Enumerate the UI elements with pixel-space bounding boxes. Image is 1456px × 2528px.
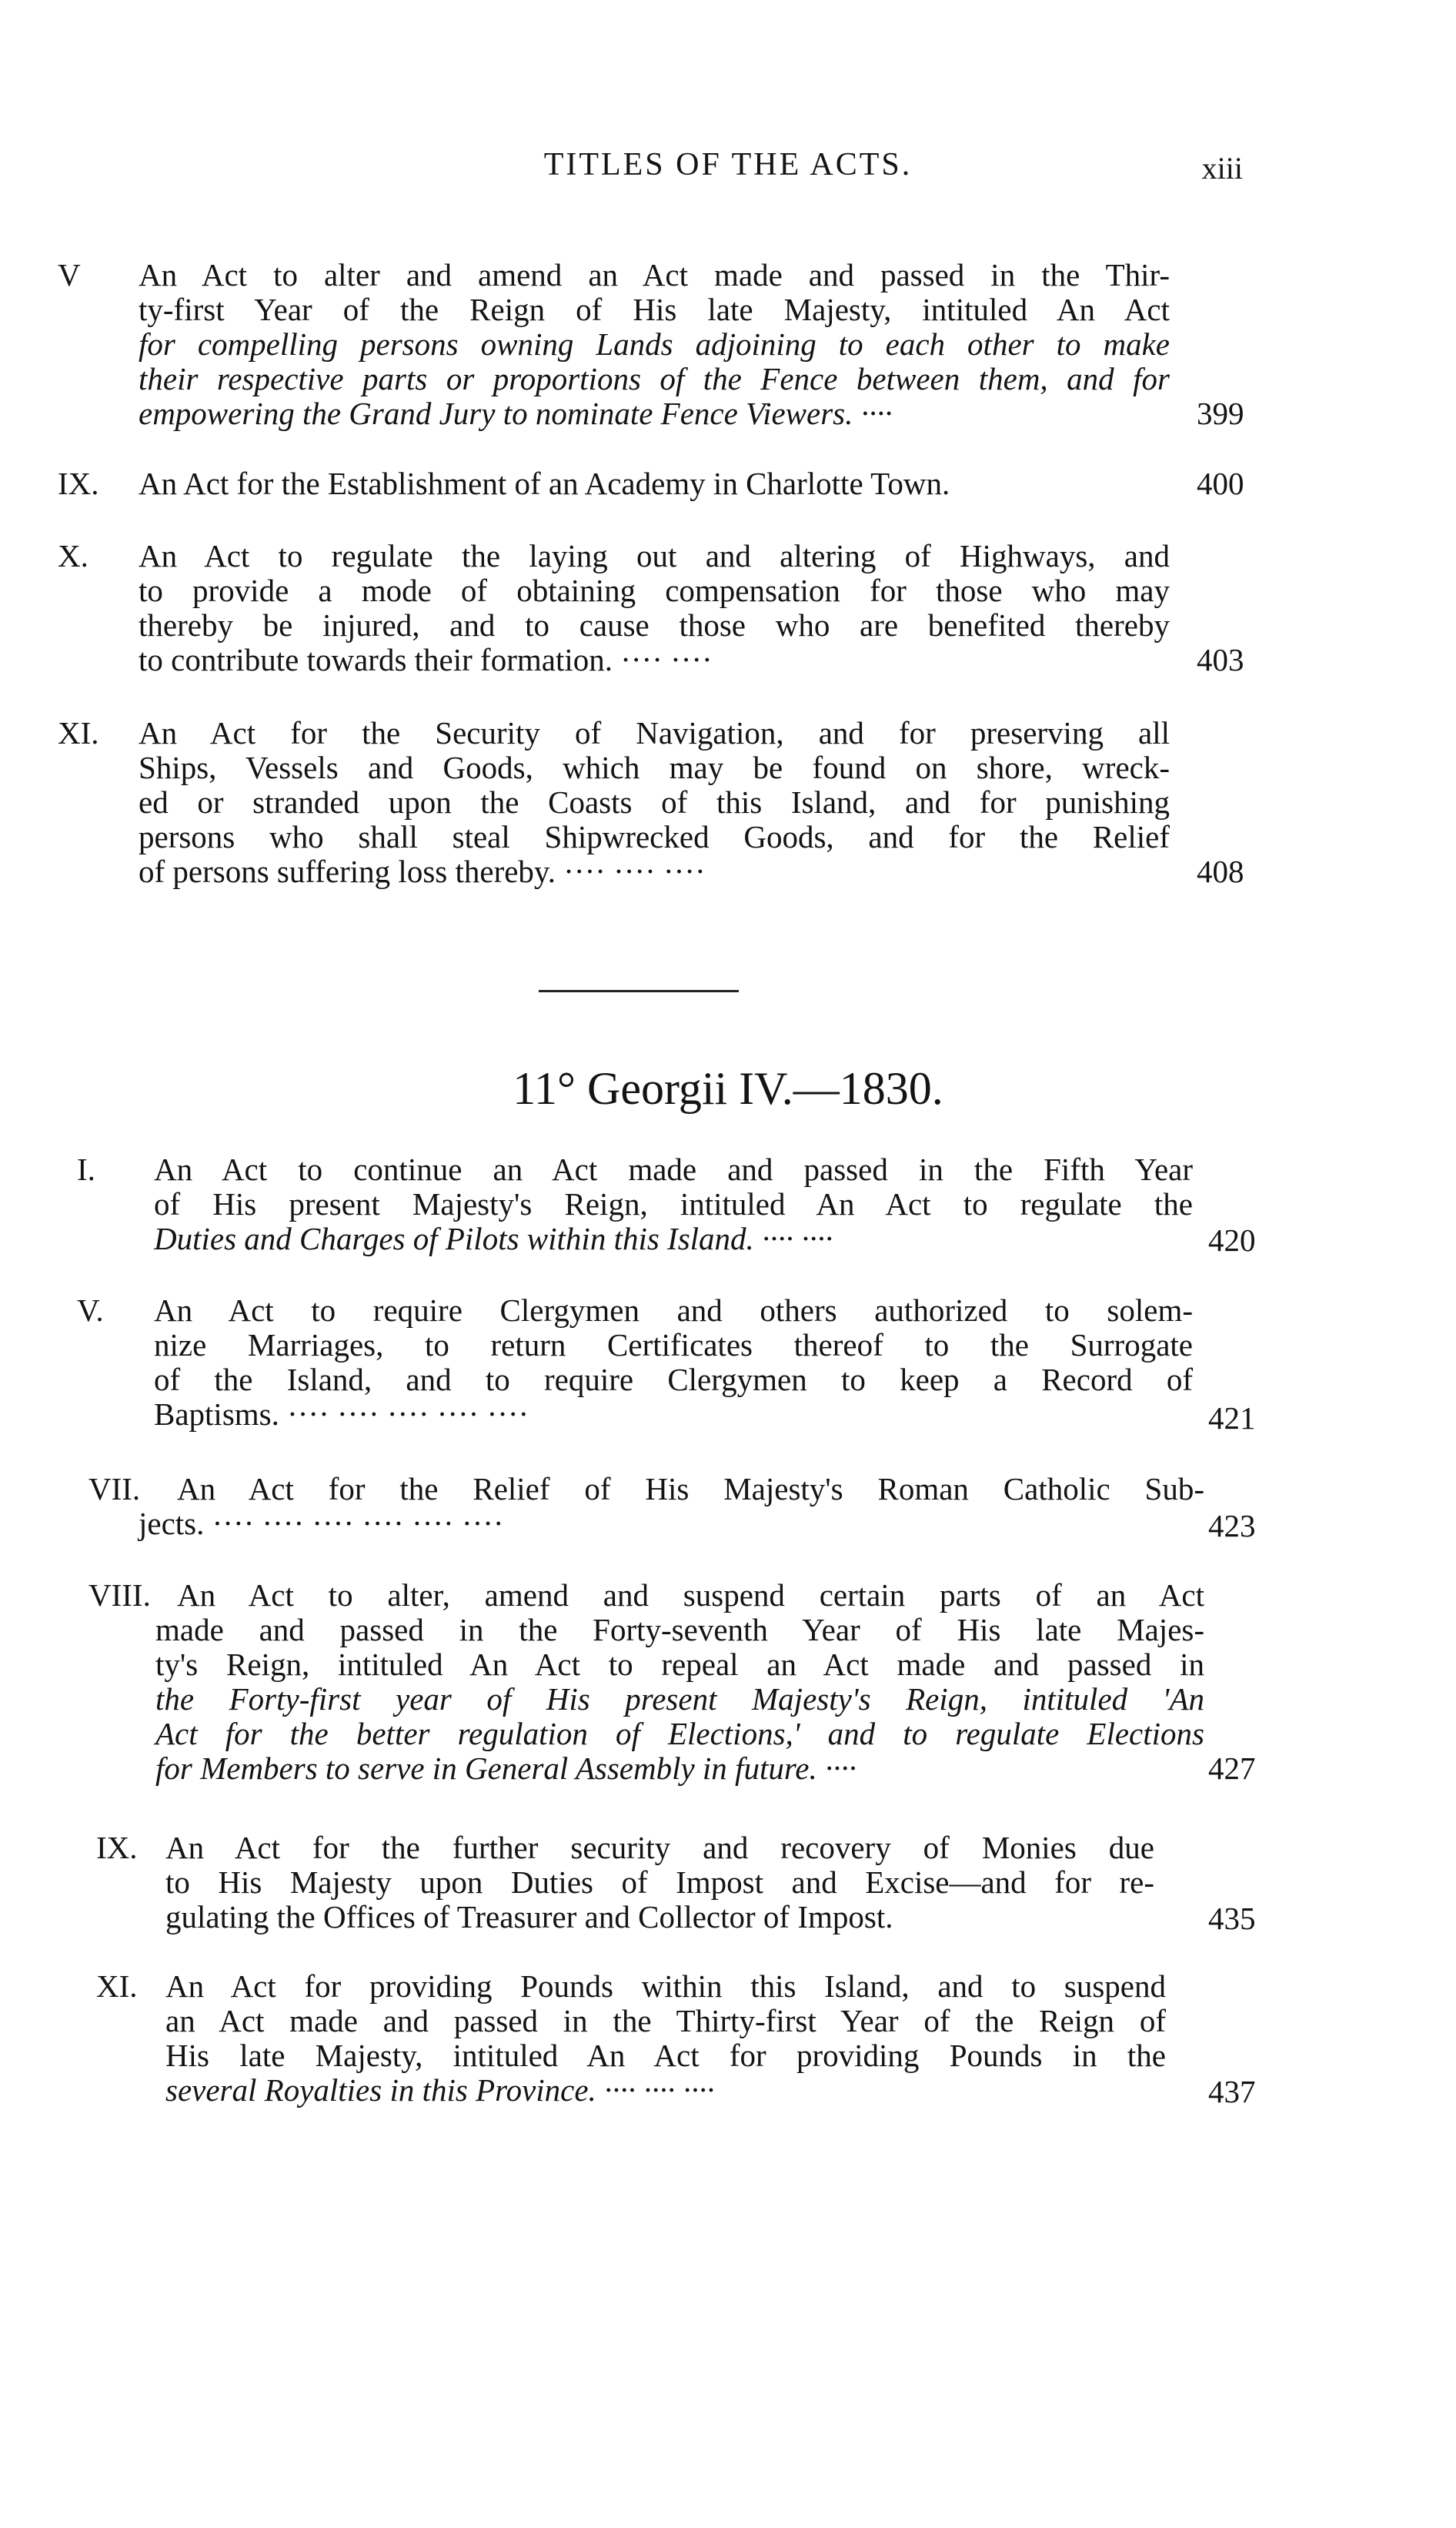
act-page-number: 403 bbox=[1197, 642, 1244, 677]
act-title-line: several Royalties in this Province. ···· ···· ···· bbox=[165, 2072, 715, 2108]
act-title-line: Baptisms. ···· ···· ···· ···· ···· bbox=[154, 1396, 529, 1432]
running-header-page-number: xiii bbox=[1201, 151, 1243, 186]
act-number: IX. bbox=[96, 1830, 138, 1865]
act-title bbox=[165, 1831, 1154, 1934]
act-number: VIII. bbox=[88, 1577, 151, 1613]
act-number: V bbox=[58, 257, 81, 293]
act-title-line: for Members to serve in General Assembly in future. ···· bbox=[155, 1751, 857, 1786]
act-title-line: made and passed in the Forty-seventh Year of His late Majes- bbox=[155, 1612, 1204, 1647]
act-number: XI. bbox=[58, 715, 99, 751]
act-title-line: to provide a mode of obtaining compensation for those who may bbox=[139, 573, 1170, 608]
act-title-line: An Act for providing Pounds within this Island, and to suspend bbox=[165, 1968, 1166, 2004]
act-number: I. bbox=[77, 1152, 95, 1187]
act-title-line: An Act to regulate the laying out and altering of Highways, and bbox=[139, 538, 1170, 573]
section-heading: 11° Georgii IV.—1830. bbox=[513, 1063, 943, 1114]
act-page-number: 437 bbox=[1208, 2074, 1256, 2109]
act-number: V. bbox=[77, 1292, 104, 1328]
act-title-line: Act for the better regulation of Elections,' and to regulate Elections bbox=[155, 1716, 1204, 1751]
act-title bbox=[165, 1969, 1166, 2108]
act-title-line: ed or stranded upon the Coasts of this Island, and for punishing bbox=[139, 784, 1170, 820]
act-title bbox=[139, 258, 1170, 431]
act-title-line: for compelling persons owning Lands adjoining to each other to make bbox=[139, 326, 1170, 362]
act-title-line: the Forty-first year of His present Majesty's Reign, intituled 'An bbox=[155, 1681, 1204, 1717]
act-title-line: of the Island, and to require Clergymen to keep a Record of bbox=[154, 1362, 1193, 1397]
act-page-number: 408 bbox=[1197, 854, 1244, 889]
act-title-line: An Act for the Security of Navigation, and for preserving all bbox=[139, 715, 1170, 751]
act-title-line: Duties and Charges of Pilots within this Island. ···· ···· bbox=[154, 1221, 833, 1256]
act-title bbox=[155, 1577, 1204, 1786]
act-title-line: ty's Reign, intituled An Act to repeal an Act made and passed in bbox=[155, 1647, 1204, 1682]
act-title-line: An Act for the further security and recovery of Monies due bbox=[165, 1830, 1154, 1865]
act-title-line: nize Marriages, to return Certificates thereof to the Surrogate bbox=[154, 1327, 1193, 1363]
act-title bbox=[154, 1152, 1193, 1256]
act-title-line: Ships, Vessels and Goods, which may be found on shore, wreck- bbox=[139, 750, 1170, 785]
act-number: VII. bbox=[88, 1471, 141, 1506]
act-page-number: 420 bbox=[1208, 1222, 1256, 1258]
act-title-line: His late Majesty, intituled An Act for providing Pounds in the bbox=[165, 2038, 1166, 2073]
act-title-line: An Act for the Relief of His Majesty's Roman Catholic Sub- bbox=[177, 1471, 1204, 1506]
act-page-number: 423 bbox=[1208, 1508, 1256, 1543]
act-title-line: An Act to continue an Act made and passed in the Fifth Year bbox=[154, 1152, 1193, 1187]
act-title-line: An Act to alter and amend an Act made and passed in the Thir- bbox=[139, 257, 1170, 293]
act-title-line: gulating the Offices of Treasurer and Collector of Impost. bbox=[165, 1899, 893, 1934]
act-title-line: thereby be injured, and to cause those who are benefited thereby bbox=[139, 607, 1170, 643]
act-title-line: of persons suffering loss thereby. ···· ···· ···· bbox=[139, 854, 706, 889]
act-title-line: of His present Majesty's Reign, intituled An Act to regulate the bbox=[154, 1186, 1193, 1222]
act-title-line: an Act made and passed in the Thirty-first Year of the Reign of bbox=[165, 2003, 1166, 2038]
act-page-number: 421 bbox=[1208, 1400, 1256, 1436]
act-number: XI. bbox=[96, 1968, 138, 2004]
act-number: X. bbox=[58, 538, 88, 573]
act-title-line: to His Majesty upon Duties of Impost and Excise—and for re- bbox=[165, 1864, 1154, 1900]
act-title bbox=[154, 1293, 1193, 1432]
act-title bbox=[139, 539, 1170, 677]
act-title-line: empowering the Grand Jury to nominate Fence Viewers. ···· bbox=[139, 396, 893, 431]
act-title bbox=[139, 1471, 1204, 1541]
running-header-title: TITLES OF THE ACTS. bbox=[543, 147, 913, 182]
act-title bbox=[139, 716, 1170, 889]
act-number: IX. bbox=[58, 466, 99, 501]
act-page-number: 399 bbox=[1197, 396, 1244, 431]
section-divider bbox=[539, 990, 739, 992]
act-title-line: An Act for the Establishment of an Academy in Charlotte Town. bbox=[139, 466, 950, 501]
act-title-line: An Act to require Clergymen and others authorized to solem- bbox=[154, 1292, 1193, 1328]
act-page-number: 427 bbox=[1208, 1751, 1256, 1786]
act-page-number: 400 bbox=[1197, 466, 1244, 501]
act-title-line: jects. ···· ···· ···· ···· ···· ···· bbox=[139, 1506, 504, 1541]
act-title-line: persons who shall steal Shipwrecked Goods, and for the Relief bbox=[139, 819, 1170, 854]
act-title-line: An Act to alter, amend and suspend certain parts of an Act bbox=[177, 1577, 1204, 1613]
act-title-line: to contribute towards their formation. ···· ···· bbox=[139, 642, 713, 677]
act-title bbox=[139, 466, 1170, 501]
act-title-line: ty-first Year of the Reign of His late Majesty, intituled An Act bbox=[139, 292, 1170, 327]
act-page-number: 435 bbox=[1208, 1901, 1256, 1936]
act-title-line: their respective parts or proportions of the Fence between them, and for bbox=[139, 361, 1170, 396]
